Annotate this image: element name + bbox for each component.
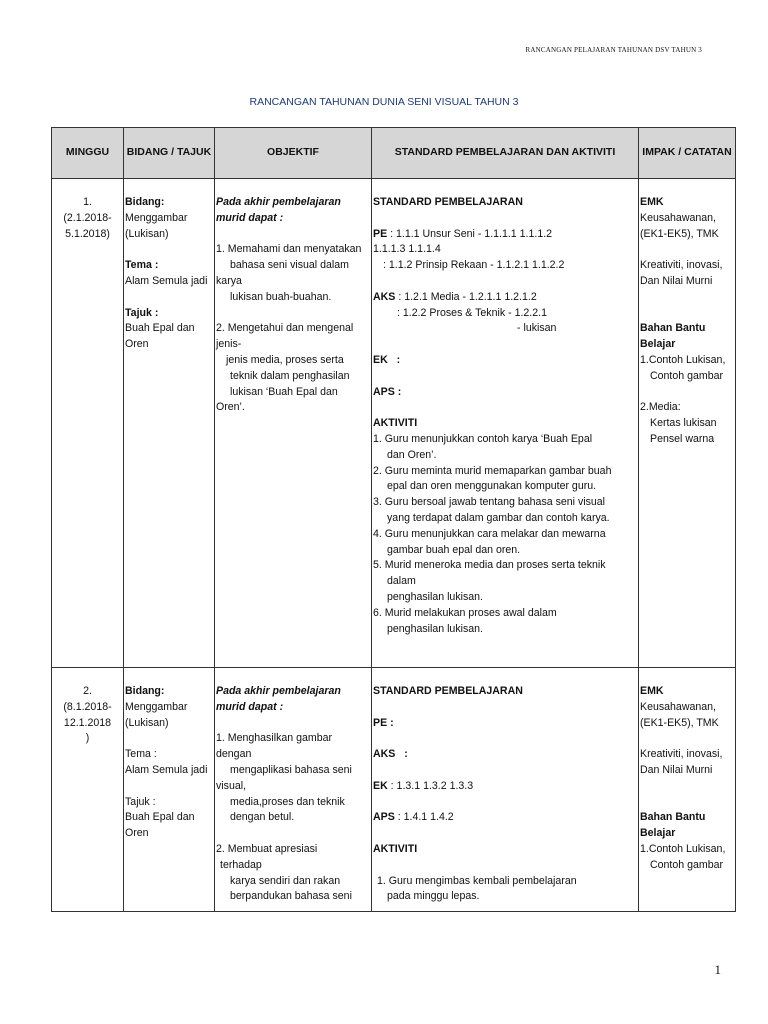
objektif-item: berpandukan bahasa seni — [230, 890, 352, 903]
cell-minggu — [52, 179, 124, 668]
objektif-item: jenis- — [216, 338, 242, 351]
emk-value: (EK1-EK5), TMK — [640, 716, 719, 729]
tema-value: Alam Semula jadi — [125, 274, 208, 287]
bidang-label: Bidang: — [125, 196, 165, 208]
tajuk-value: Oren — [125, 827, 149, 840]
bidang-value: Menggambar — [125, 700, 188, 713]
cell-objektif — [215, 179, 372, 668]
pe-value: : 1.1.1 Unsur Seni - 1.1.1.1 1.1.1.2 — [390, 227, 553, 240]
kreativiti-text: Dan Nilai Murni — [640, 763, 713, 776]
objektif-item: Oren’. — [216, 401, 245, 414]
bahan-item: 1.Contoh Lukisan, — [640, 353, 726, 366]
objektif-item: 2. Mengetahui dan mengenal — [216, 322, 354, 335]
cell-impak — [639, 179, 736, 668]
week-date: 12.1.2018 — [63, 716, 112, 729]
aktiviti-item: pada minggu lepas. — [387, 890, 480, 903]
aks-value: : 1.2.1 Media - 1.2.1.1 1.2.1.2 — [398, 290, 537, 303]
media-item: 2.Media: — [640, 401, 681, 414]
bahan-item: Contoh gambar — [650, 369, 724, 382]
bidang-value: Menggambar — [125, 211, 188, 224]
page-number: 1 — [714, 962, 721, 977]
tema-label: Tema : — [125, 259, 159, 272]
week-number: 2. — [83, 685, 92, 697]
cell-bidang — [124, 668, 215, 912]
media-item: Pensel warna — [650, 432, 715, 445]
objektif-item: mengaplikasi bahasa seni — [230, 763, 352, 776]
cell-standard — [372, 179, 639, 668]
objektif-item: 2. Membuat apresiasi — [216, 842, 318, 855]
bahan-label: Belajar — [640, 338, 676, 351]
objektif-item: dengan betul. — [230, 811, 295, 824]
emk-label: EMK — [640, 685, 664, 697]
emk-value: Keusahawanan, — [640, 211, 716, 224]
tajuk-value: Oren — [125, 338, 149, 351]
tajuk-label: Tajuk : — [125, 306, 159, 319]
aks-value: : — [404, 748, 408, 761]
ek-label: EK — [373, 353, 388, 366]
table-header-row — [52, 128, 736, 179]
tema-value: Alam Semula jadi — [125, 763, 208, 776]
bahan-item: Contoh gambar — [650, 858, 724, 871]
week-date: ) — [85, 732, 90, 745]
bahan-item: 1.Contoh Lukisan, — [640, 842, 726, 855]
aps-label: APS — [373, 811, 395, 824]
objektif-item: 1. Memahami dan menyatakan — [216, 243, 362, 256]
aks-label: AKS — [373, 748, 396, 761]
pe-value: : 1.1.2 Prinsip Rekaan - 1.1.2.1 1.1.2.2 — [383, 259, 565, 272]
pe-label: PE — [373, 227, 388, 240]
week-date: 5.1.2018) — [65, 227, 110, 240]
week-date: (2.1.2018- — [63, 211, 112, 224]
cell-impak — [639, 668, 736, 912]
objektif-item: 1. Menghasilkan gambar — [216, 732, 333, 745]
kreativiti-text: Dan Nilai Murni — [640, 274, 713, 287]
media-item: Kertas lukisan — [650, 417, 717, 430]
aks-value: : 1.2.2 Proses & Teknik - 1.2.2.1 — [397, 306, 547, 319]
aktiviti-item: 1. Guru mengimbas kembali pembelajaran — [377, 874, 577, 887]
week-number: 1. — [83, 196, 92, 208]
bidang-value: (Lukisan) — [125, 716, 169, 729]
aps-label: APS — [373, 385, 395, 398]
objektif-item: jenis media, proses serta — [226, 353, 344, 366]
week-date: (8.1.2018- — [63, 700, 112, 713]
sp-heading: STANDARD PEMBELAJARAN — [373, 196, 523, 208]
pe-value: : — [390, 716, 394, 729]
aktiviti-item: 3. Guru bersoal jawab tentang bahasa seni visual — [373, 496, 606, 509]
objektif-item: media,proses dan teknik — [230, 795, 345, 808]
cell-objektif — [215, 668, 372, 912]
objektif-item: karya sendiri dan rakan — [230, 874, 341, 887]
pe-label: PE — [373, 716, 388, 729]
emk-value: Keusahawanan, — [640, 700, 716, 713]
aks-value: - lukisan — [517, 322, 557, 335]
ek-label: EK — [373, 779, 388, 792]
aktiviti-item: gambar buah epal dan oren. — [387, 543, 521, 556]
aktiviti-heading: AKTIVITI — [373, 842, 418, 855]
bidang-value: (Lukisan) — [125, 227, 169, 240]
kreativiti-text: Kreativiti, inovasi, — [640, 259, 723, 272]
running-head: RANCANGAN PELAJARAN TAHUNAN DSV TAHUN 3 — [525, 46, 702, 54]
kreativiti-text: Kreativiti, inovasi, — [640, 748, 723, 761]
aktiviti-item: yang terdapat dalam gambar dan contoh karya. — [387, 511, 610, 524]
cell-bidang — [124, 179, 215, 668]
sp-heading: STANDARD PEMBELAJARAN — [373, 685, 523, 697]
aktiviti-item: 1. Guru menunjukkan contoh karya ‘Buah Epal — [373, 432, 593, 445]
bahan-label: Bahan Bantu — [640, 811, 706, 824]
bidang-label: Bidang: — [125, 685, 165, 697]
aktiviti-item: 2. Guru meminta murid memaparkan gambar buah — [373, 464, 612, 477]
aktiviti-item: 6. Murid melakukan proses awal dalam — [373, 606, 557, 619]
objektif-item: lukisan buah-buahan. — [230, 290, 332, 303]
aps-value: : — [397, 385, 402, 398]
bahan-label: Belajar — [640, 827, 676, 840]
table-row — [52, 668, 736, 912]
objektif-item: teknik dalam penghasilan — [230, 369, 350, 382]
objektif-intro: Pada akhir pembelajaran — [216, 196, 341, 208]
objektif-item: visual, — [216, 779, 247, 792]
tajuk-value: Buah Epal dan — [125, 811, 195, 824]
document-title: RANCANGAN TAHUNAN DUNIA SENI VISUAL TAHUN 3 — [249, 96, 519, 108]
emk-label: EMK — [640, 196, 664, 208]
aktiviti-item: dalam — [387, 575, 416, 588]
ek-value: : 1.3.1 1.3.2 1.3.3 — [390, 779, 474, 792]
col-header-bidang: BIDANG / TAJUK — [124, 128, 215, 179]
lesson-plan-table — [51, 127, 736, 912]
ek-value: : — [396, 353, 401, 366]
objektif-intro: murid dapat : — [216, 211, 284, 224]
objektif-item: lukisan ‘Buah Epal dan — [230, 385, 338, 398]
aktiviti-heading: AKTIVITI — [373, 417, 418, 430]
tajuk-label: Tajuk : — [125, 795, 156, 808]
col-header-standard: STANDARD PEMBELAJARAN DAN AKTIVITI — [372, 128, 639, 179]
aktiviti-item: dan Oren’. — [387, 448, 437, 461]
tema-label: Tema : — [125, 748, 157, 761]
aks-label: AKS — [373, 290, 396, 303]
table-row — [52, 179, 736, 668]
aps-value: : 1.4.1 1.4.2 — [397, 811, 454, 824]
aktiviti-item: 5. Murid meneroka media dan proses serta teknik — [373, 559, 606, 572]
cell-standard — [372, 668, 639, 912]
objektif-item: bahasa seni visual dalam — [230, 259, 349, 272]
objektif-item: dengan — [216, 748, 252, 761]
pe-value: 1.1.1.3 1.1.1.4 — [373, 243, 441, 256]
objektif-item: terhadap — [220, 858, 262, 871]
col-header-minggu: MINGGU — [52, 128, 124, 179]
aktiviti-item: penghasilan lukisan. — [387, 622, 484, 635]
emk-value: (EK1-EK5), TMK — [640, 227, 719, 240]
cell-minggu — [52, 668, 124, 912]
tajuk-value: Buah Epal dan — [125, 322, 195, 335]
objektif-item: karya — [216, 274, 242, 287]
col-header-objektif: OBJEKTIF — [215, 128, 372, 179]
col-header-impak: IMPAK / CATATAN — [639, 128, 736, 179]
aktiviti-item: epal dan oren menggunakan komputer guru. — [387, 480, 597, 493]
objektif-intro: murid dapat : — [216, 700, 284, 713]
aktiviti-item: penghasilan lukisan. — [387, 590, 484, 603]
objektif-intro: Pada akhir pembelajaran — [216, 685, 341, 697]
bahan-label: Bahan Bantu — [640, 322, 706, 335]
aktiviti-item: 4. Guru menunjukkan cara melakar dan mewarna — [373, 527, 606, 540]
